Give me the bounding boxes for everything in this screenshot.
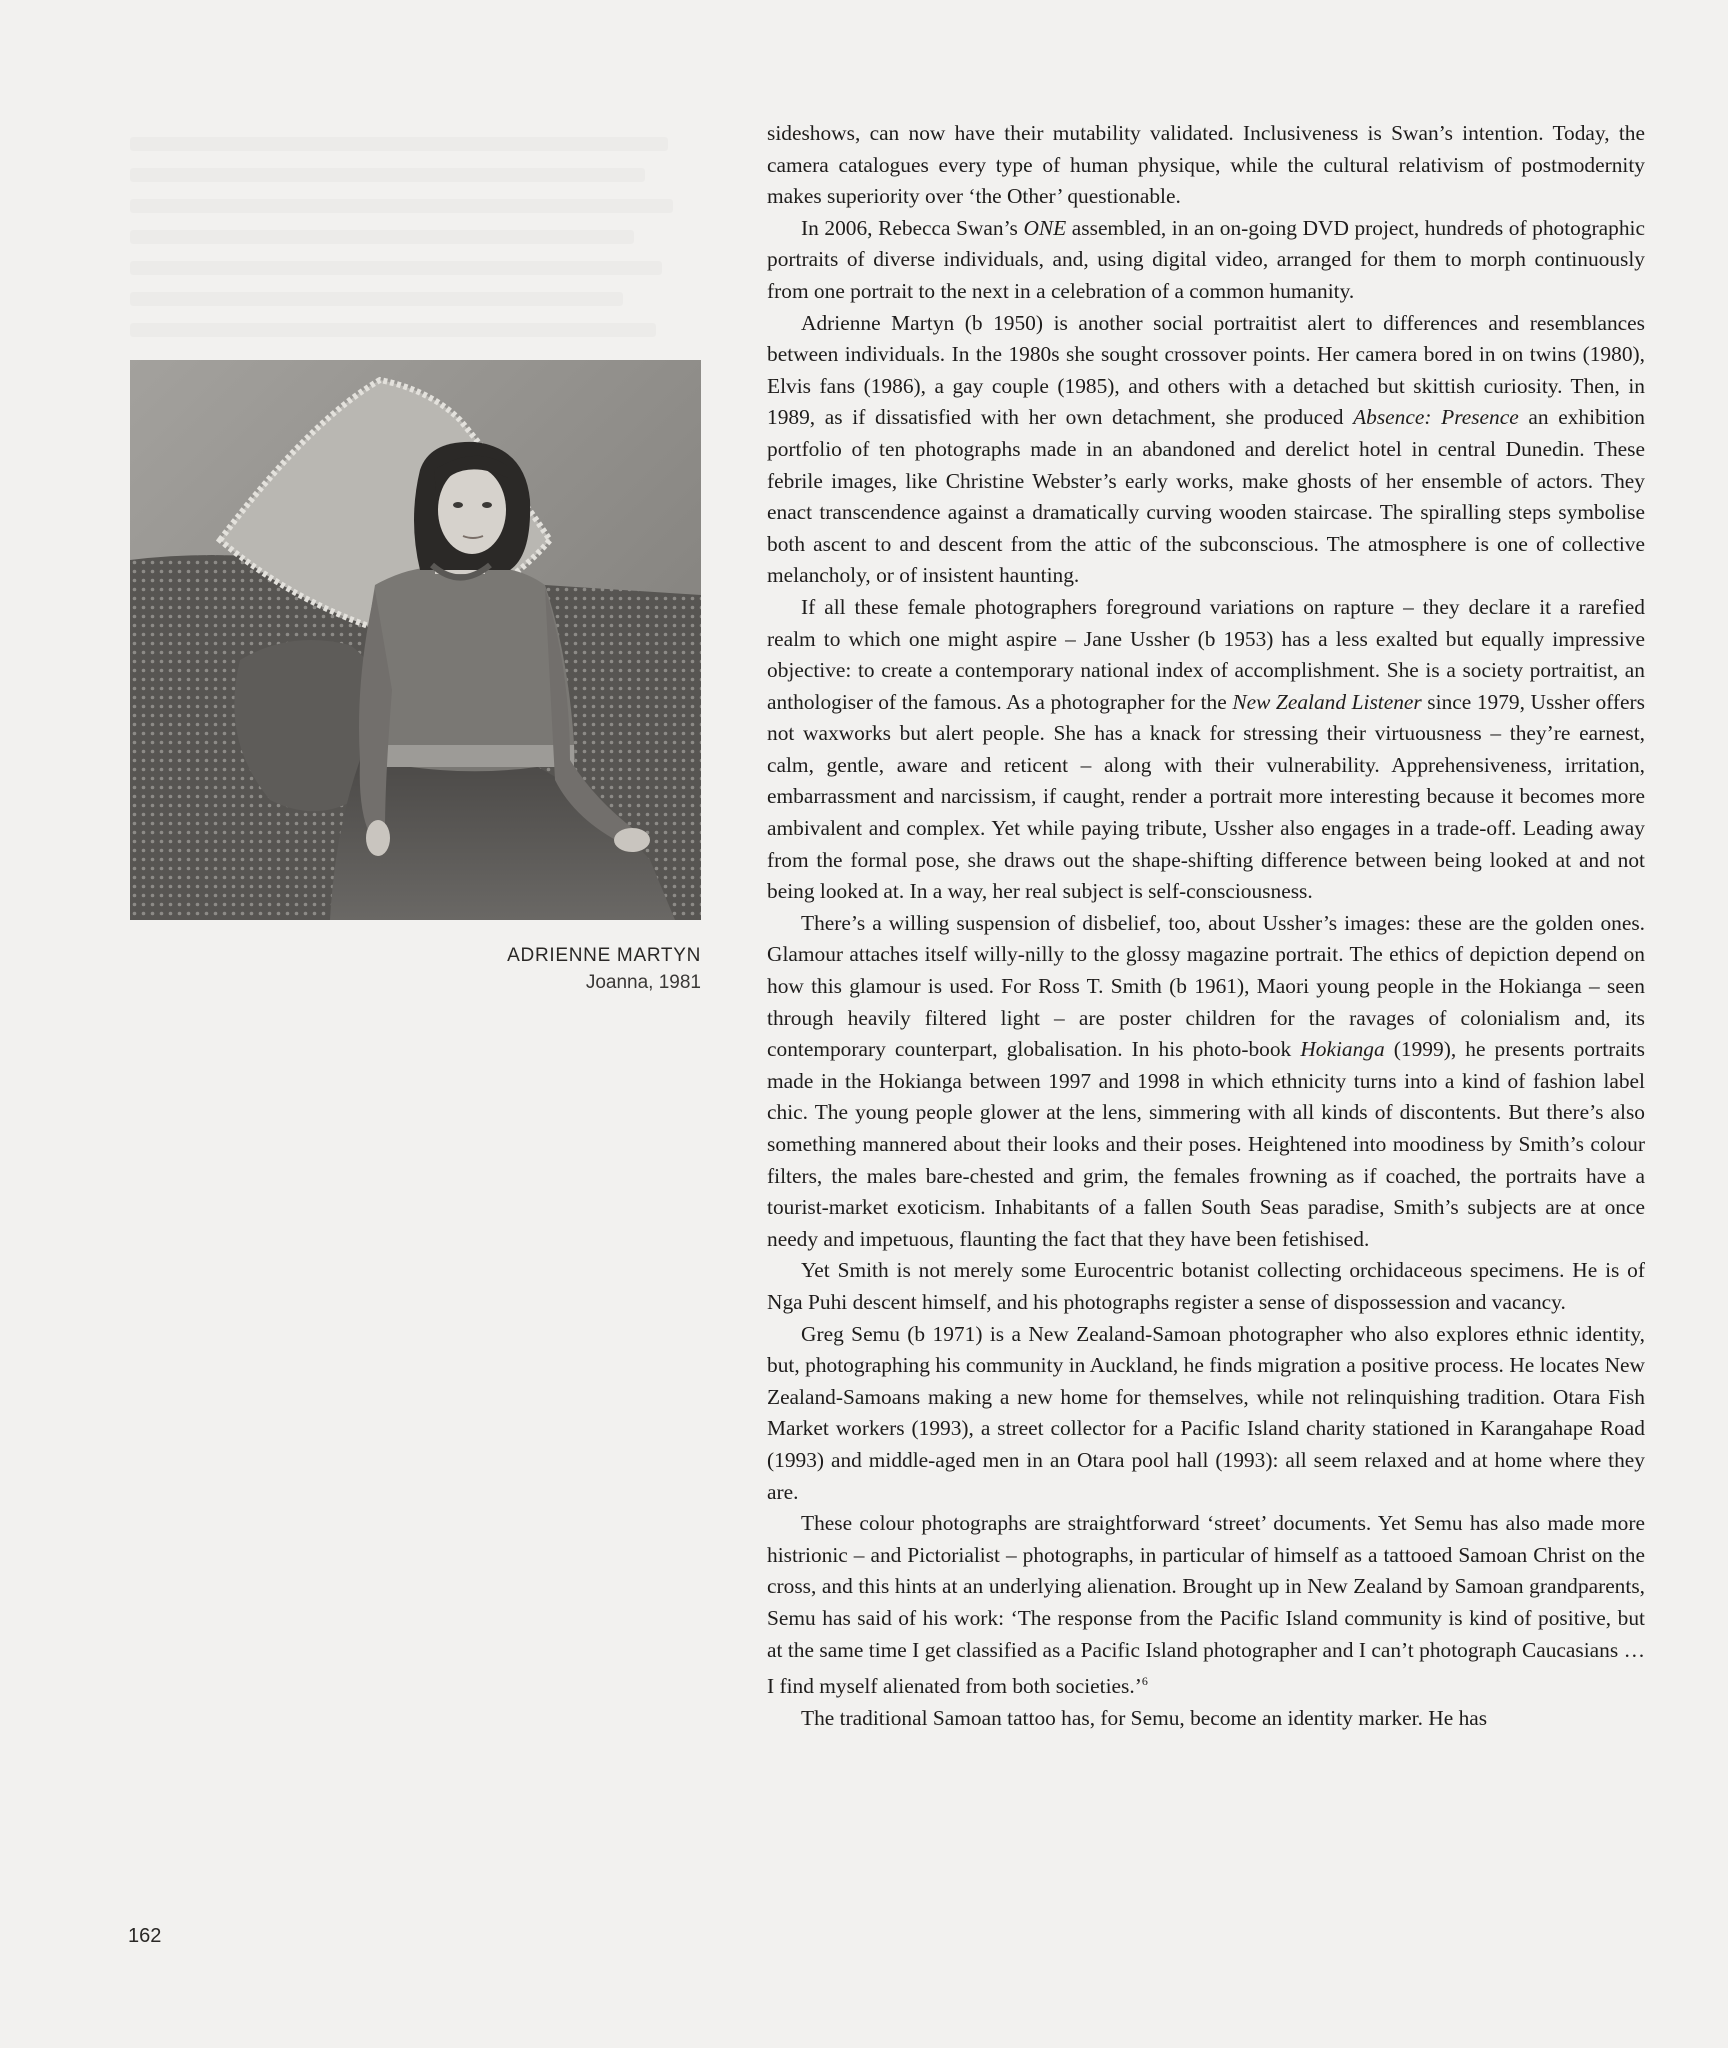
paragraph: [767, 1703, 1645, 1735]
paragraph: [767, 908, 1645, 1256]
publication-title: New Zealand Listener: [1232, 689, 1422, 714]
paragraph-text: Greg Semu (b 1971) is a New Zealand-Samoan photographer who also explores ethnic identity, but, photographing his community in Auckland, he finds migration a positive process. He locates New Zealand-Samoans making a new home for themselves, while not relinquishing tradition. Otara Fish Market workers (1993), a street collector for a Pacific Island charity stationed in Karangahape Road (1993) and middle-aged men in an Otara pool hall (1993): all seem relaxed and at home where they are.: [767, 1321, 1645, 1504]
paragraph: [767, 592, 1645, 908]
caption-work: Joanna, 1981: [585, 972, 701, 993]
paragraph: [767, 1255, 1645, 1318]
paragraph-text: There’s a willing suspension of disbelief, too, about Ussher’s images: these are the golden ones. Glamour attaches itself willy-nilly to the glossy magazine portrait. The ethics of depiction depend on how this glamour is used. For Ross T. Smith (b 1961), Maori young people in the Hokianga – seen through heavily filtered light – are poster children for the ravages of colonialism and, its contemporary counterpart, globalisation. In his photo-book: [767, 910, 1645, 1062]
caption-artist: ADRIENNE MARTYN: [507, 945, 701, 966]
footnote-reference: 6: [1141, 1674, 1148, 1689]
show-through-shadow: [130, 120, 690, 354]
paragraph-text: an exhibition portfolio of ten photographs made in an abandoned and derelict hotel in central Dunedin. These febrile images, like Christine Webster’s early works, make ghosts of her ensemble of actors. They enact transcendence against a dramatically curving wooden staircase. The spiralling steps symbolise both ascent to and descent from the attic of the subconscious. The atmosphere is one of collective melancholy, or of insistent haunting.: [767, 405, 1645, 588]
paragraph: [767, 1319, 1645, 1509]
paragraph-text: Yet Smith is not merely some Eurocentric botanist collecting orchidaceous specimens. He is of Nga Puhi descent himself, and his photographs register a sense of dispossession and vacancy.: [767, 1258, 1645, 1314]
paragraph-text: sideshows, can now have their mutability validated. Inclusiveness is Swan’s intention. Today, the camera catalogues every type of human physique, while the cultural relativism of postmodernity makes superiority over ‘the Other’ questionable.: [767, 121, 1645, 209]
paragraph: [767, 1508, 1645, 1703]
work-title: ONE: [1023, 215, 1067, 240]
paragraph-text: These colour photographs are straightforward ‘street’ documents. Yet Semu has also made more histrionic – and Pictorialist – photographs, in particular of himself as a tattooed Samoan Christ on the cross, and this hints at an underlying alienation. Brought up in New Zealand by Samoan grandparents, Semu has said of his work: ‘The response from the Pacific Island community is kind of positive, but at the same time I get classified as a Pacific Island photographer and I can’t photograph Caucasians … I find myself alienated from both societies.’: [767, 1511, 1645, 1699]
paragraph-text: If all these female photographers foreground variations on rapture – they declare it a rarefied realm to which one might aspire – Jane Ussher (b 1953) has a less exalted but equally impressive objective: to create a contemporary national index of accomplishment. She is a society portraitist, an anthologiser of the famous. As a photographer for the: [767, 594, 1645, 714]
paragraph-text: (1999), he presents portraits made in the Hokianga between 1997 and 1998 in which ethnicity turns into a kind of fashion label chic. The young people glower at the lens, simmering with all kinds of discontents. But there’s also something mannered about their looks and their poses. Heightened into moodiness by Smith’s colour filters, the males bare-chested and grim, the females frowning as if coached, the portraits have a tourist-market exoticism. Inhabitants of a fallen South Seas paradise, Smith’s subjects are at once needy and impetuous, flaunting the fact that they have been fetishised.: [767, 1037, 1645, 1251]
paragraph-text: In 2006, Rebecca Swan’s: [801, 215, 1024, 240]
paragraph: [767, 213, 1645, 308]
book-title: Hokianga: [1300, 1037, 1385, 1062]
paragraph-text: since 1979, Ussher offers not waxworks but alert people. She has a knack for stressing their virtuousness – they’re earnest, calm, gentle, aware and reticent – along with their vulnerability. Apprehensiveness, irritation, embarrassment and narcissism, if caught, render a portrait more interesting because it becomes more ambivalent and complex. Yet while paying tribute, Ussher also engages in a trade-off. Leading away from the formal pose, she draws out the shape-shifting difference between being looked at and not being looked at. In a way, her real subject is self-consciousness.: [767, 689, 1645, 904]
figure-caption: [380, 945, 701, 994]
portrait-photo-image: [130, 360, 701, 920]
body-text: [767, 118, 1645, 1734]
portrait-photograph: [130, 360, 701, 920]
page-number: 162: [128, 1925, 162, 1947]
paragraph-text: Adrienne Martyn (b 1950) is another social portraitist alert to differences and resemblances between individuals. In the 1980s she sought crossover points. Her camera bored in on twins (1980), Elvis fans (1986), a gay couple (1985), and others with a detached but skittish curiosity. Then, in 1989, as if dissatisfied with her own detachment, she produced: [767, 310, 1645, 430]
paragraph: [767, 118, 1645, 213]
paragraph: [767, 308, 1645, 592]
work-title: Absence: Presence: [1353, 405, 1519, 430]
paragraph-text: assembled, in an on-going DVD project, hundreds of photographic portraits of diverse individuals, and, using digital video, arranged for them to morph continuously from one portrait to the next in a celebration of a common humanity.: [767, 215, 1645, 303]
paragraph-text: The traditional Samoan tattoo has, for Semu, become an identity marker. He has: [801, 1705, 1488, 1730]
